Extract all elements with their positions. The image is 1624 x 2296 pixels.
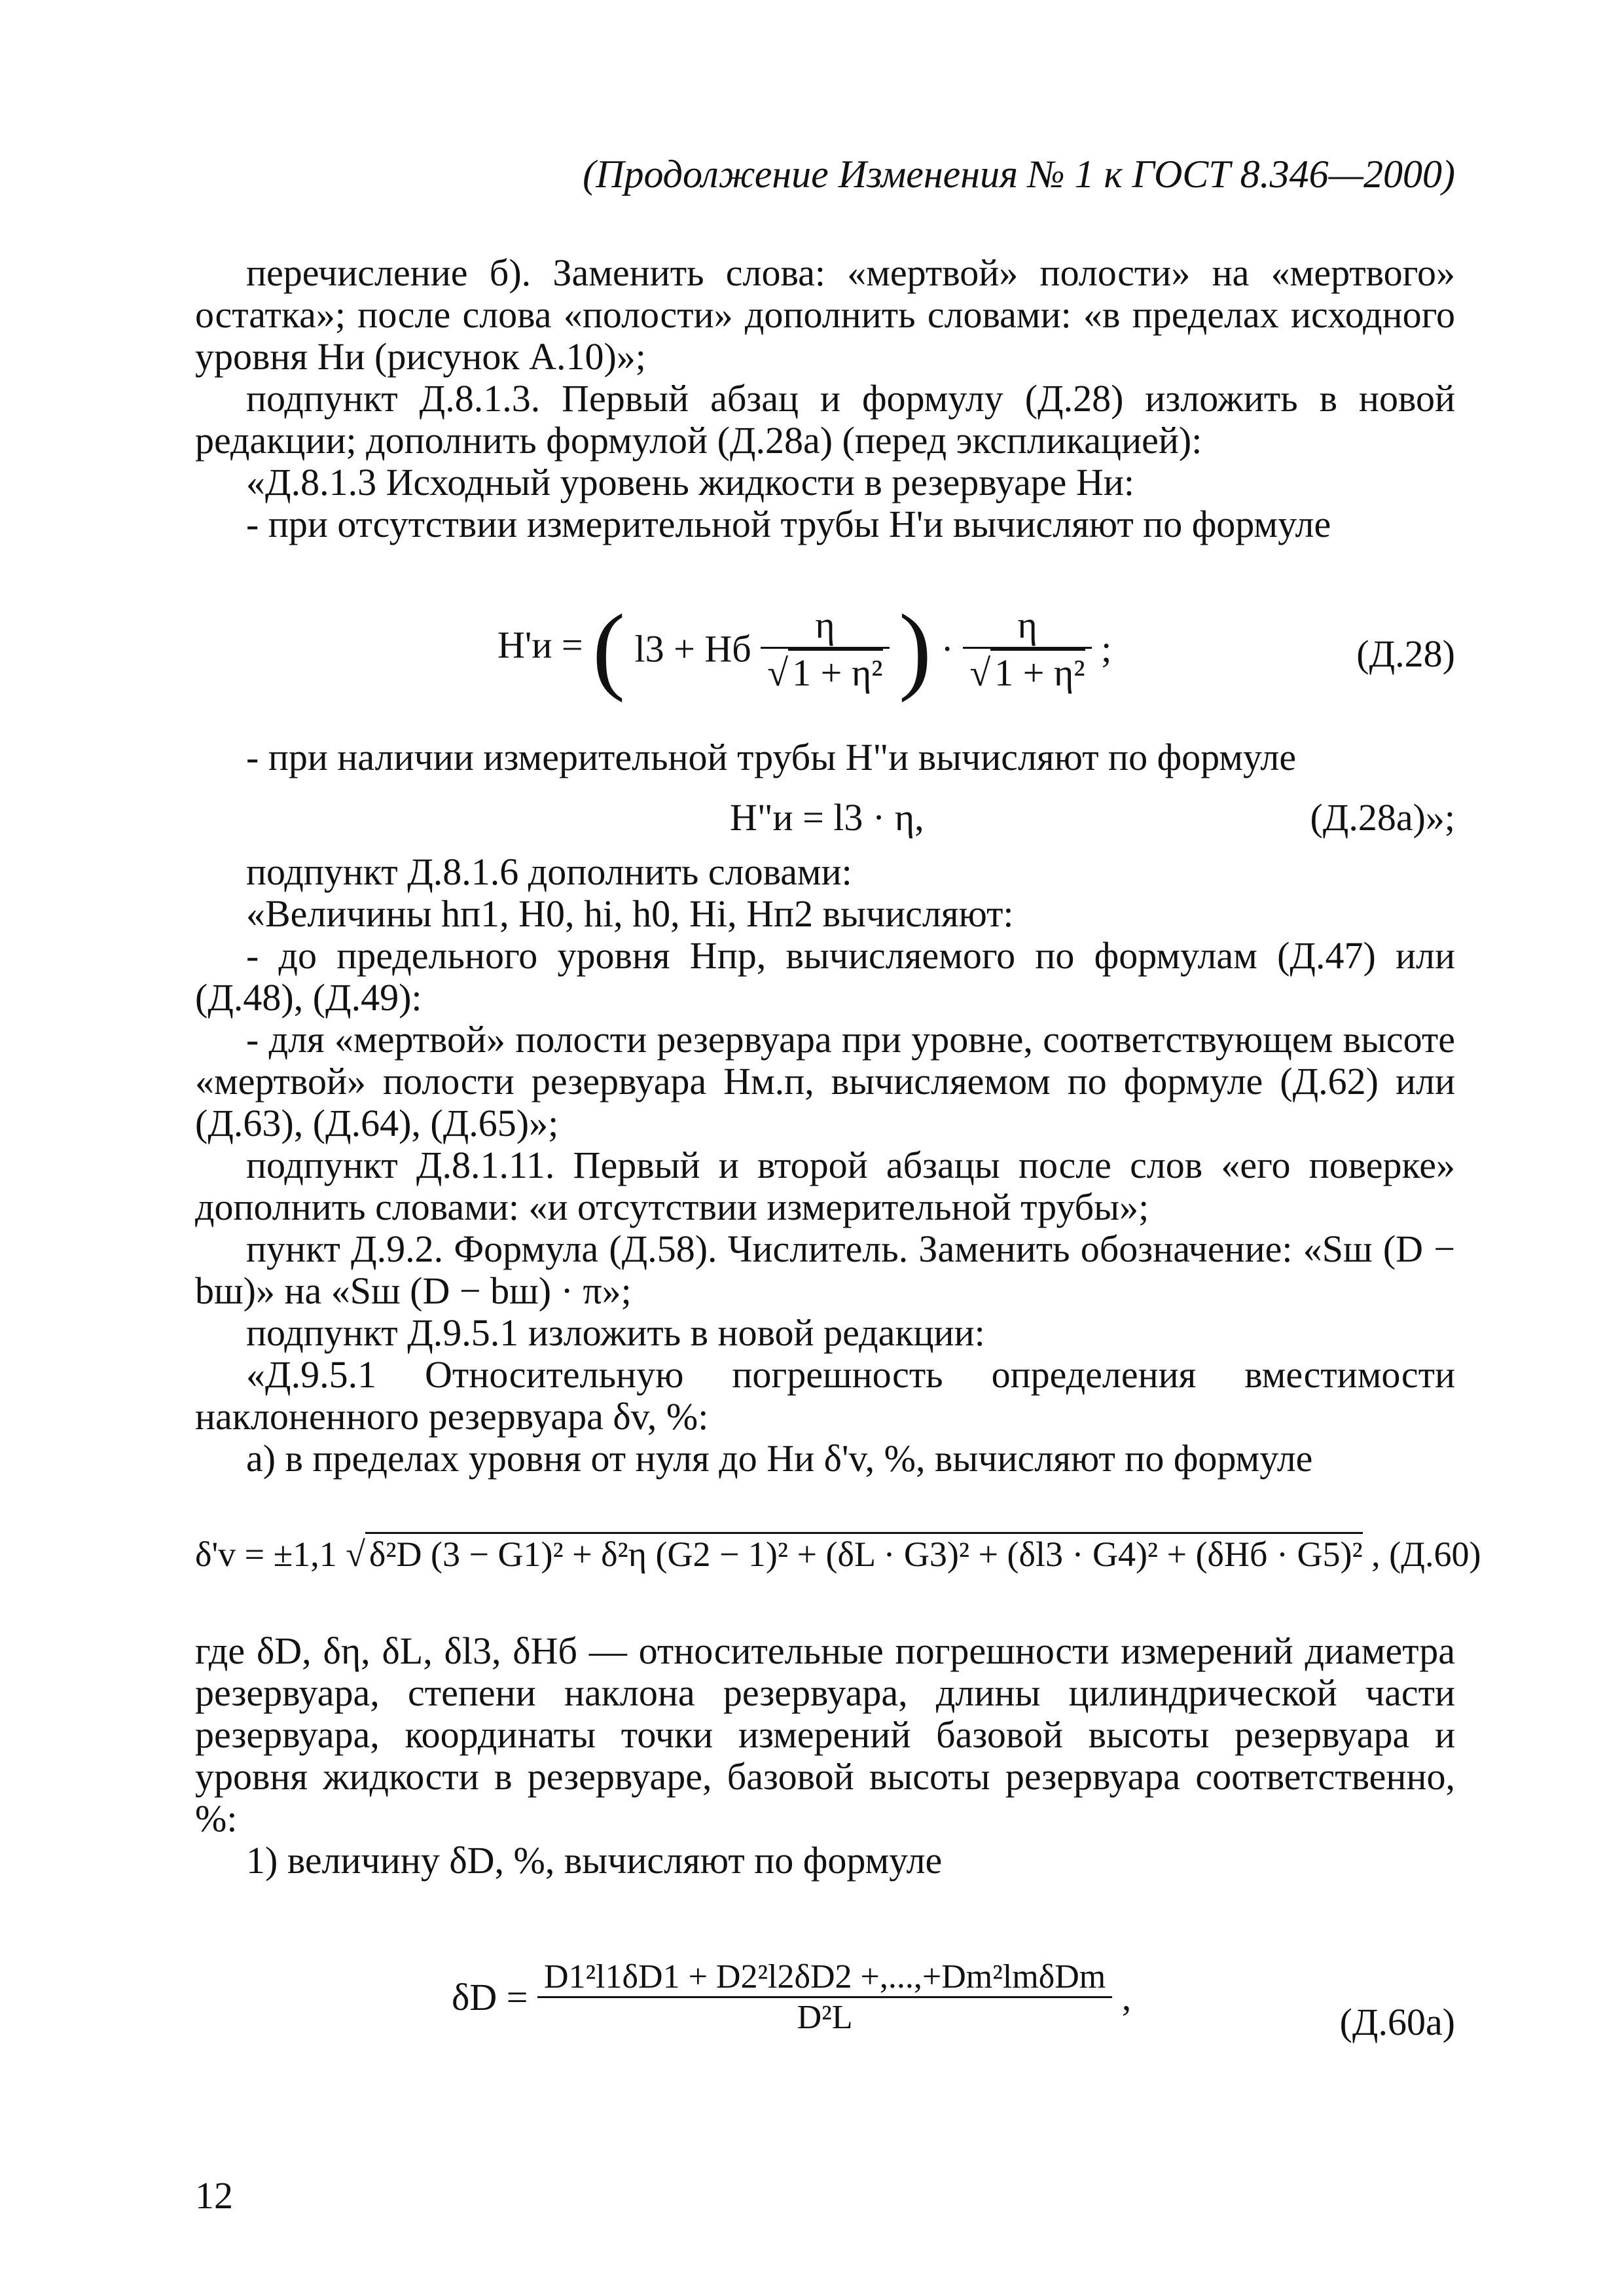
formula-lhs: δD =: [452, 1976, 528, 2018]
dot: ·: [941, 627, 954, 670]
paragraph: подпункт Д.8.1.6 дополнить словами:: [246, 850, 852, 893]
paragraph: - при наличии измерительной трубы H"и вычисляют по формуле: [246, 736, 1297, 778]
equation-number: (Д.60а): [1339, 2001, 1455, 2043]
paragraph: «Д.9.5.1 Относительную погрешность определения вместимости наклоненного резервуара δv, %:: [195, 1353, 1455, 1438]
equation-number: (Д.28): [1356, 632, 1455, 675]
page-number: 12: [195, 2174, 233, 2217]
text-block-2: [195, 737, 1455, 778]
fraction: [761, 603, 889, 695]
text-block-1: [195, 252, 1455, 545]
paragraph: подпункт Д.8.1.3. Первый абзац и формулу (Д.28) изложить в новой редакции; дополнить формулой (Д.28а) (перед экспликацией):: [195, 377, 1455, 462]
fraction-numerator: η: [761, 603, 889, 649]
formula-d28: [497, 592, 1111, 705]
formula-tail: ;: [1101, 627, 1112, 670]
paragraph: 1) величину δD, %, вычисляют по формуле: [246, 1839, 943, 1882]
sqrt-content: 1 + η²: [990, 649, 1085, 695]
formula-d60: [195, 1532, 1481, 1575]
fraction-denominator: D²L: [797, 1999, 853, 2036]
formula-part: l3 + Hб: [634, 627, 751, 670]
paren-close: ): [899, 594, 932, 703]
formula-lhs: H'и =: [497, 623, 583, 666]
formula-tail: ,: [1121, 1976, 1132, 2018]
fraction: [963, 603, 1091, 695]
equation-number: , (Д.60): [1371, 1535, 1481, 1574]
sqrt-sign: √: [346, 1535, 365, 1574]
paragraph: - при отсутствии измерительной трубы H'и вычисляют по формуле: [246, 503, 1331, 545]
formula-d28a: H"и = l3 · η,: [730, 796, 924, 839]
fraction-denominator: √ 1 + η²: [761, 649, 889, 695]
paragraph: пункт Д.9.2. Формула (Д.58). Числитель. Заменить обозначение: «Sш (D − bш)» на «Sш (D − bш) · π»;: [195, 1228, 1455, 1312]
paragraph: - для «мертвой» полости резервуара при уровне, соответствующем высоте «мертвой» полости резервуара Hм.п, вычисляемом по формуле (Д.62) или (Д.63), (Д.64), (Д.65)»;: [195, 1018, 1455, 1144]
paragraph: а) в пределах уровня от нуля до Hи δ'v, %, вычисляют по формуле: [246, 1437, 1313, 1480]
fraction-numerator: η: [963, 603, 1091, 649]
paragraph: - до предельного уровня Hпр, вычисляемого по формулам (Д.47) или (Д.48), (Д.49):: [195, 934, 1455, 1019]
fraction: [537, 1958, 1112, 2037]
page-header: (Продолжение Изменения № 1 к ГОСТ 8.346—2000): [583, 153, 1455, 196]
fraction-denominator: √ 1 + η²: [963, 649, 1091, 695]
paren-open: (: [592, 594, 626, 703]
equation-number: (Д.28а)»;: [1310, 796, 1455, 839]
fraction-numerator: D1²l1δD1 + D2²l2δD2 +,...,+Dm²lmδDm: [537, 1958, 1112, 1998]
paragraph: «Величины hп1, H0, hi, h0, Hi, Hп2 вычисляют:: [246, 892, 1014, 935]
formula-d60a: [452, 1958, 1131, 2037]
paragraph: подпункт Д.8.1.11. Первый и второй абзацы после слов «его поверке» дополнить словами: «и отсутствии измерительной трубы»;: [195, 1144, 1455, 1228]
text-block-4: [195, 1630, 1455, 1882]
formula-lhs: δ'v = ±1,1: [195, 1535, 337, 1574]
paragraph: перечисление б). Заменить слова: «мертвой» полости» на «мертвого» остатка»; после слова «полости» дополнить словами: «в пределах исходного уровня Hи (рисунок А.10)»;: [195, 251, 1455, 378]
sqrt-content: 1 + η²: [788, 649, 882, 695]
text-block-3: [195, 851, 1455, 1480]
paragraph: «Д.8.1.3 Исходный уровень жидкости в резервуаре Hи:: [246, 461, 1134, 503]
sqrt-content: δ²D (3 − G1)² + δ²η (G2 − 1)² + (δL · G3)² + (δl3 · G4)² + (δHб · G5)²: [365, 1532, 1363, 1575]
paragraph: подпункт Д.9.5.1 изложить в новой редакции:: [246, 1311, 985, 1354]
paragraph: где δD, δη, δL, δl3, δHб — относительные погрешности измерений диаметра резервуара, степени наклона резервуара, длины цилиндрической части резервуара, координаты точки измерений базовой высоты резервуара и уровня жидкости в резервуаре, базовой высоты резервуара соответственно, %:: [195, 1630, 1455, 1840]
